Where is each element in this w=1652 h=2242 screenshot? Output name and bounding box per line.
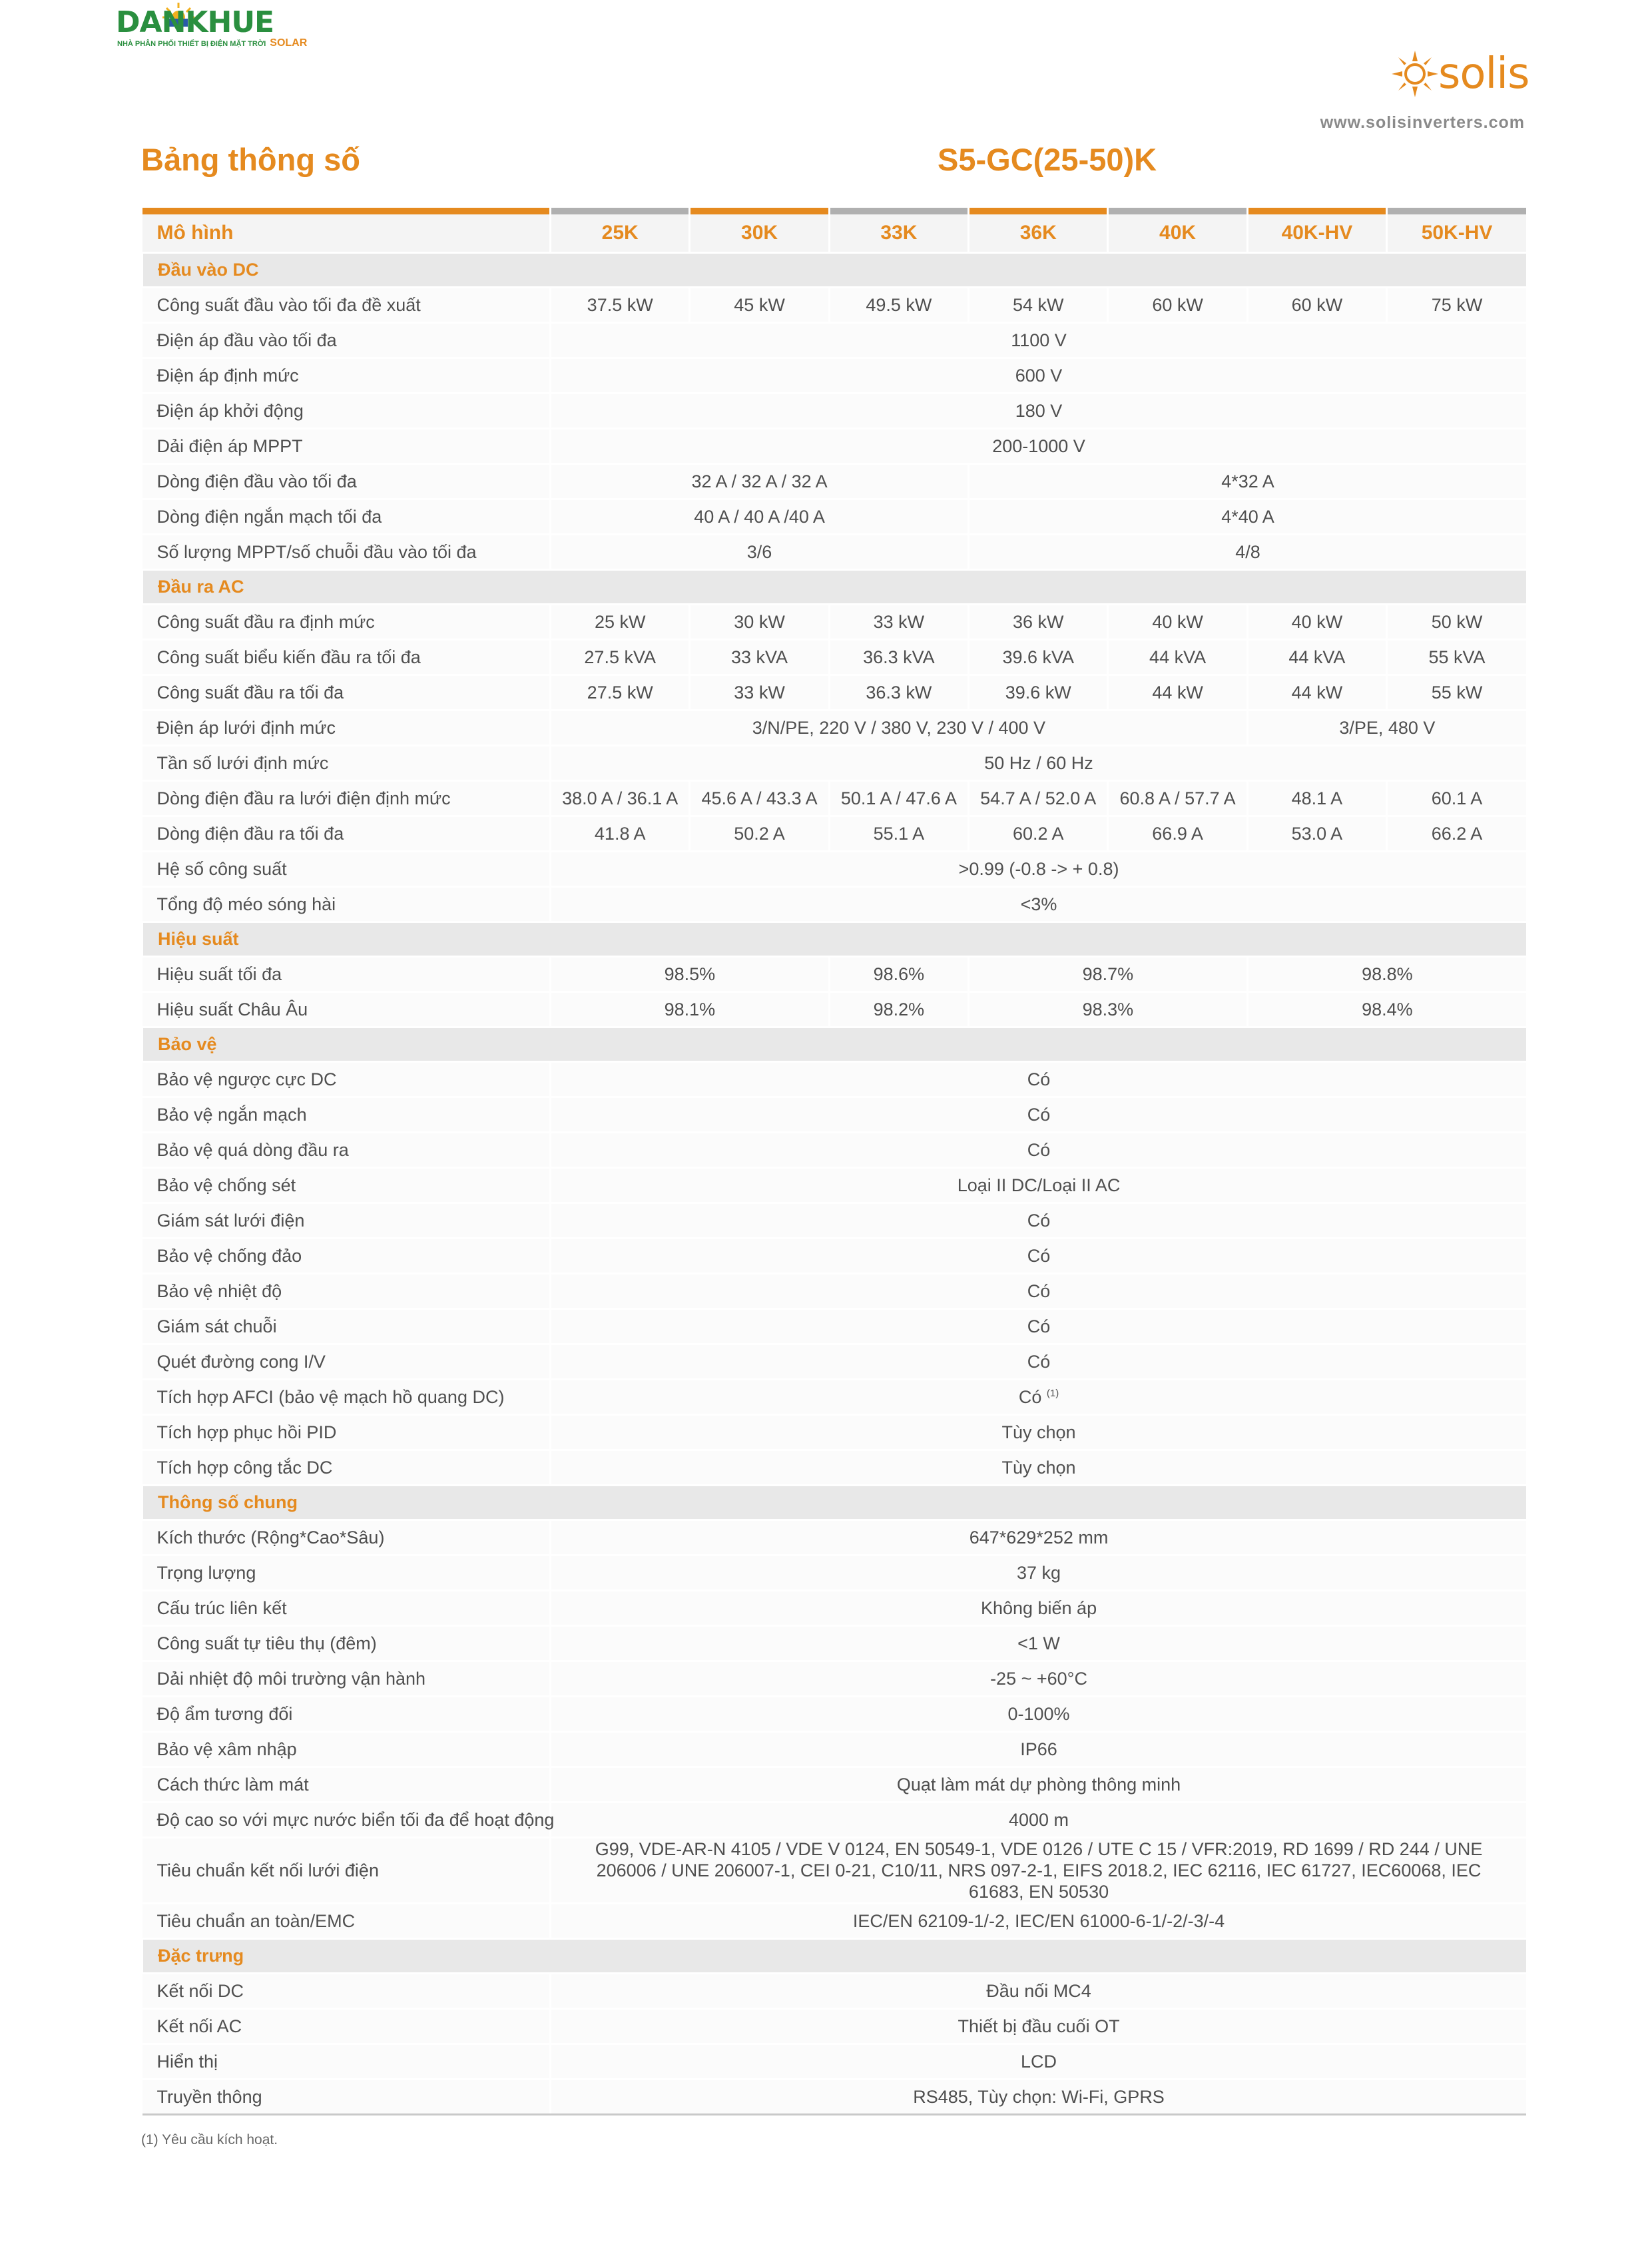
cell-value: 27.5 kVA bbox=[551, 640, 690, 675]
cell-value: 98.8% bbox=[1247, 957, 1526, 992]
brand-name: DANKHUE bbox=[116, 5, 274, 39]
website-url: www.solisinverters.com bbox=[1320, 113, 1525, 132]
cell-value: 55 kW bbox=[1387, 675, 1526, 710]
row-label: Giám sát lưới điện bbox=[142, 1203, 551, 1239]
cell-value: 0-100% bbox=[551, 1697, 1526, 1732]
row-label: Công suất đầu ra tối đa bbox=[142, 675, 551, 710]
table-row bbox=[142, 640, 1527, 675]
table-row bbox=[142, 1591, 1527, 1626]
row-label: Bảo vệ ngược cực DC bbox=[142, 1062, 551, 1097]
cell-value: 40 A / 40 A /40 A bbox=[551, 499, 969, 535]
cell-value: 98.6% bbox=[829, 957, 968, 992]
cell-value: 75 kW bbox=[1387, 288, 1526, 323]
row-label: Công suất biểu kiến đầu ra tối đa bbox=[142, 640, 551, 675]
cell-value: 3/PE, 480 V bbox=[1247, 710, 1526, 746]
section-header: Bảo vệ bbox=[142, 1027, 1527, 1062]
solis-sun-icon bbox=[1392, 51, 1438, 97]
cell-value: 48.1 A bbox=[1247, 781, 1386, 816]
row-label: Dòng điện đầu vào tối đa bbox=[142, 464, 551, 499]
cell-value: 3/N/PE, 220 V / 380 V, 230 V / 400 V bbox=[551, 710, 1248, 746]
table-row bbox=[142, 1239, 1527, 1274]
cell-value: >0.99 (-0.8 -> + 0.8) bbox=[551, 852, 1526, 887]
cell-value: Có bbox=[551, 1133, 1526, 1168]
cell-value: 33 kW bbox=[829, 605, 968, 640]
table-row bbox=[142, 358, 1527, 394]
cell-value: 1100 V bbox=[551, 323, 1526, 358]
cell-value: 4000 m bbox=[551, 1803, 1526, 1838]
row-label: Dòng điện đầu ra tối đa bbox=[142, 816, 551, 852]
cell-value: 33 kVA bbox=[690, 640, 829, 675]
cell-value: 49.5 kW bbox=[829, 288, 968, 323]
cell-value: 50.2 A bbox=[690, 816, 829, 852]
cell-value: Có bbox=[551, 1097, 1526, 1133]
model-header: 36K bbox=[969, 214, 1108, 253]
table-row bbox=[142, 1415, 1527, 1450]
cell-value: 40 kW bbox=[1247, 605, 1386, 640]
cell-value: 45.6 A / 43.3 A bbox=[690, 781, 829, 816]
cell-value: 50 kW bbox=[1387, 605, 1526, 640]
cell-value: 40 kW bbox=[1108, 605, 1247, 640]
table-row bbox=[142, 1626, 1527, 1661]
table-row bbox=[142, 464, 1527, 499]
cell-value: -25 ~ +60°C bbox=[551, 1661, 1526, 1697]
table-row bbox=[142, 1203, 1527, 1239]
cell-value: 44 kW bbox=[1247, 675, 1386, 710]
row-label: Dòng điện ngắn mạch tối đa bbox=[142, 499, 551, 535]
cell-value: 66.2 A bbox=[1387, 816, 1526, 852]
row-label: Cách thức làm mát bbox=[142, 1767, 551, 1803]
table-row bbox=[142, 1904, 1527, 1939]
table-row bbox=[142, 1520, 1527, 1555]
section-header: Đặc trưng bbox=[142, 1939, 1527, 1974]
cell-value: 36.3 kW bbox=[829, 675, 968, 710]
row-label: Dải điện áp MPPT bbox=[142, 429, 551, 464]
spec-table bbox=[141, 208, 1526, 2115]
cell-value: 4/8 bbox=[969, 535, 1526, 570]
model-header: 50K-HV bbox=[1387, 214, 1526, 253]
cell-value: 38.0 A / 36.1 A bbox=[551, 781, 690, 816]
section-header: Đầu ra AC bbox=[142, 570, 1527, 605]
cell-value: 33 kW bbox=[690, 675, 829, 710]
table-row bbox=[142, 429, 1527, 464]
row-label: Dòng điện đầu ra lưới điện định mức bbox=[142, 781, 551, 816]
row-label: Tần số lưới định mức bbox=[142, 746, 551, 781]
row-label: Điện áp lưới định mức bbox=[142, 710, 551, 746]
row-label: Công suất đầu ra định mức bbox=[142, 605, 551, 640]
cell-value: RS485, Tùy chọn: Wi-Fi, GPRS bbox=[551, 2080, 1526, 2115]
cell-value: <3% bbox=[551, 887, 1526, 922]
table-row bbox=[142, 816, 1527, 852]
cell-value: 36 kW bbox=[969, 605, 1108, 640]
row-label: Tích hợp AFCI (bảo vệ mạch hồ quang DC) bbox=[142, 1380, 551, 1415]
row-label: Bảo vệ nhiệt độ bbox=[142, 1274, 551, 1309]
table-row bbox=[142, 1661, 1527, 1697]
section-header: Đầu vào DC bbox=[142, 253, 1527, 288]
cell-value: Thiết bị đầu cuối OT bbox=[551, 2009, 1526, 2044]
cell-value: 44 kVA bbox=[1108, 640, 1247, 675]
cell-value: Quạt làm mát dự phòng thông minh bbox=[551, 1767, 1526, 1803]
cell-value: 98.1% bbox=[551, 992, 830, 1027]
cell-value: 600 V bbox=[551, 358, 1526, 394]
row-label: Hiệu suất Châu Âu bbox=[142, 992, 551, 1027]
cell-value: Đầu nối MC4 bbox=[551, 1974, 1526, 2009]
row-label: Bảo vệ quá dòng đầu ra bbox=[142, 1133, 551, 1168]
table-row bbox=[142, 535, 1527, 570]
table-row bbox=[142, 1133, 1527, 1168]
row-label: Điện áp định mức bbox=[142, 358, 551, 394]
header-color-bars bbox=[142, 208, 1527, 214]
cell-value: 50.1 A / 47.6 A bbox=[829, 781, 968, 816]
table-row bbox=[142, 1767, 1527, 1803]
section-header: Thông số chung bbox=[142, 1486, 1527, 1520]
row-label: Tiêu chuẩn kết nối lưới điện bbox=[142, 1838, 551, 1904]
cell-value: 39.6 kW bbox=[969, 675, 1108, 710]
table-row bbox=[142, 781, 1527, 816]
page-title: Bảng thông số bbox=[141, 142, 360, 177]
row-label: Kích thước (Rộng*Cao*Sâu) bbox=[142, 1520, 551, 1555]
cell-value: 4*32 A bbox=[969, 464, 1526, 499]
cell-value: IP66 bbox=[551, 1732, 1526, 1767]
table-row bbox=[142, 288, 1527, 323]
footnote-marker: (1) bbox=[1046, 1387, 1059, 1399]
cell-value: 3/6 bbox=[551, 535, 969, 570]
cell-value: 66.9 A bbox=[1108, 816, 1247, 852]
cell-value: Có bbox=[551, 1344, 1526, 1380]
row-label: Bảo vệ chống đảo bbox=[142, 1239, 551, 1274]
section-header: Hiệu suất bbox=[142, 922, 1527, 957]
cell-value: 60 kW bbox=[1108, 288, 1247, 323]
cell-value: 55.1 A bbox=[829, 816, 968, 852]
model-header: 25K bbox=[551, 214, 690, 253]
value-text: Có bbox=[1018, 1386, 1042, 1407]
cell-value: 30 kW bbox=[690, 605, 829, 640]
row-label: Độ ẩm tương đối bbox=[142, 1697, 551, 1732]
table-row bbox=[142, 675, 1527, 710]
cell-value: 45 kW bbox=[690, 288, 829, 323]
table-row bbox=[142, 1555, 1527, 1591]
row-label: Tích hợp công tắc DC bbox=[142, 1450, 551, 1486]
cell-value: 32 A / 32 A / 32 A bbox=[551, 464, 969, 499]
brand-tagline: NHÀ PHÂN PHỐI THIẾT BỊ ĐIỆN MẶT TRỜI SOLAR bbox=[117, 37, 308, 49]
table-row bbox=[142, 852, 1527, 887]
table-row bbox=[142, 710, 1527, 746]
table-row bbox=[142, 2080, 1527, 2115]
cell-value: 60.8 A / 57.7 A bbox=[1108, 781, 1247, 816]
cell-value: <1 W bbox=[551, 1626, 1526, 1661]
cell-value: 55 kVA bbox=[1387, 640, 1526, 675]
table-row bbox=[142, 605, 1527, 640]
cell-value: 50 Hz / 60 Hz bbox=[551, 746, 1526, 781]
cell-value: 44 kW bbox=[1108, 675, 1247, 710]
header-row bbox=[142, 214, 1527, 253]
cell-value: Loại II DC/Loại II AC bbox=[551, 1168, 1526, 1203]
row-label: Cấu trúc liên kết bbox=[142, 1591, 551, 1626]
solis-logo bbox=[1392, 49, 1529, 103]
row-label: Công suất tự tiêu thụ (đêm) bbox=[142, 1626, 551, 1661]
cell-value: 54.7 A / 52.0 A bbox=[969, 781, 1108, 816]
cell-value: Tùy chọn bbox=[551, 1450, 1526, 1486]
table-row bbox=[142, 1450, 1527, 1486]
cell-value: 41.8 A bbox=[551, 816, 690, 852]
model-header: 40K bbox=[1108, 214, 1247, 253]
cell-value: Có bbox=[551, 1309, 1526, 1344]
table-row bbox=[142, 887, 1527, 922]
cell-value: 37 kg bbox=[551, 1555, 1526, 1591]
table-row bbox=[142, 1097, 1527, 1133]
cell-value: Tùy chọn bbox=[551, 1415, 1526, 1450]
cell-value: IEC/EN 62109-1/-2, IEC/EN 61000-6-1/-2/-3/-4 bbox=[551, 1904, 1526, 1939]
cell-value: G99, VDE-AR-N 4105 / VDE V 0124, EN 50549-1, VDE 0126 / UTE C 15 / VFR:2019, RD 1699 / RD 244 / UNE 206006 / UNE 206007-1, CEI 0-21, C10/11, NRS 097-2-1, EIFS 2018.2, IEC 62116, IEC 61727, IEC60068, IEC 61683, EN 50530 bbox=[551, 1838, 1526, 1904]
cell-value: 25 kW bbox=[551, 605, 690, 640]
table-row bbox=[142, 1274, 1527, 1309]
table-row bbox=[142, 1168, 1527, 1203]
table-row bbox=[142, 394, 1527, 429]
cell-value: Có bbox=[551, 1203, 1526, 1239]
table-row bbox=[142, 957, 1527, 992]
model-header: 40K-HV bbox=[1247, 214, 1386, 253]
footnote: (1) Yêu cầu kích hoạt. bbox=[141, 2132, 278, 2147]
cell-value: Không biến áp bbox=[551, 1591, 1526, 1626]
row-label: Bảo vệ ngắn mạch bbox=[142, 1097, 551, 1133]
row-label: Bảo vệ chống sét bbox=[142, 1168, 551, 1203]
cell-value: 39.6 kVA bbox=[969, 640, 1108, 675]
cell-value: 54 kW bbox=[969, 288, 1108, 323]
cell-value: 36.3 kVA bbox=[829, 640, 968, 675]
row-label: Kết nối AC bbox=[142, 2009, 551, 2044]
cell-value: 60.1 A bbox=[1387, 781, 1526, 816]
table-row bbox=[142, 1062, 1527, 1097]
row-label: Truyền thông bbox=[142, 2080, 551, 2115]
table-row bbox=[142, 1697, 1527, 1732]
row-label: Tích hợp phục hồi PID bbox=[142, 1415, 551, 1450]
table-row bbox=[142, 1380, 1527, 1415]
cell-value: Có bbox=[551, 1239, 1526, 1274]
cell-value: 98.4% bbox=[1247, 992, 1526, 1027]
row-label: Điện áp khởi động bbox=[142, 394, 551, 429]
cell-value bbox=[551, 1380, 1526, 1415]
row-label: Hệ số công suất bbox=[142, 852, 551, 887]
cell-value: 53.0 A bbox=[1247, 816, 1386, 852]
cell-value: 98.3% bbox=[969, 992, 1248, 1027]
table-row bbox=[142, 746, 1527, 781]
row-label: Quét đường cong I/V bbox=[142, 1344, 551, 1380]
row-label: Độ cao so với mực nước biển tối đa để hoạt động bbox=[142, 1803, 551, 1838]
row-label: Tổng độ méo sóng hài bbox=[142, 887, 551, 922]
row-label: Kết nối DC bbox=[142, 1974, 551, 2009]
table-row bbox=[142, 1838, 1527, 1904]
cell-value: Có bbox=[551, 1062, 1526, 1097]
cell-value: 44 kVA bbox=[1247, 640, 1386, 675]
header-label: Mô hình bbox=[142, 214, 551, 253]
table-row bbox=[142, 499, 1527, 535]
row-label: Hiệu suất tối đa bbox=[142, 957, 551, 992]
cell-value: 647*629*252 mm bbox=[551, 1520, 1526, 1555]
row-label: Số lượng MPPT/số chuỗi đầu vào tối đa bbox=[142, 535, 551, 570]
model-header: 30K bbox=[690, 214, 829, 253]
cell-value: 27.5 kW bbox=[551, 675, 690, 710]
row-label: Dải nhiệt độ môi trường vận hành bbox=[142, 1661, 551, 1697]
cell-value: LCD bbox=[551, 2044, 1526, 2080]
cell-value: 98.5% bbox=[551, 957, 830, 992]
model-title: S5-GC(25-50)K bbox=[938, 142, 1157, 177]
cell-value: 98.2% bbox=[829, 992, 968, 1027]
table-row bbox=[142, 992, 1527, 1027]
table-row bbox=[142, 1732, 1527, 1767]
dankhue-logo bbox=[112, 4, 312, 48]
cell-value: 200-1000 V bbox=[551, 429, 1526, 464]
row-label: Điện áp đầu vào tối đa bbox=[142, 323, 551, 358]
row-label: Công suất đầu vào tối đa đề xuất bbox=[142, 288, 551, 323]
table-row bbox=[142, 1344, 1527, 1380]
cell-value: 60 kW bbox=[1247, 288, 1386, 323]
table-row bbox=[142, 1803, 1527, 1838]
cell-value: Có bbox=[551, 1274, 1526, 1309]
table-row bbox=[142, 1309, 1527, 1344]
row-label: Hiển thị bbox=[142, 2044, 551, 2080]
cell-value: 180 V bbox=[551, 394, 1526, 429]
cell-value: 4*40 A bbox=[969, 499, 1526, 535]
table-row bbox=[142, 2044, 1527, 2080]
table-row bbox=[142, 1974, 1527, 2009]
cell-value: 60.2 A bbox=[969, 816, 1108, 852]
row-label: Tiêu chuẩn an toàn/EMC bbox=[142, 1904, 551, 1939]
row-label: Trọng lượng bbox=[142, 1555, 551, 1591]
cell-value: 37.5 kW bbox=[551, 288, 690, 323]
solis-wordmark: solis bbox=[1438, 49, 1529, 99]
table-row bbox=[142, 2009, 1527, 2044]
row-label: Giám sát chuỗi bbox=[142, 1309, 551, 1344]
model-header: 33K bbox=[829, 214, 968, 253]
row-label: Bảo vệ xâm nhập bbox=[142, 1732, 551, 1767]
cell-value: 98.7% bbox=[969, 957, 1248, 992]
table-row bbox=[142, 323, 1527, 358]
